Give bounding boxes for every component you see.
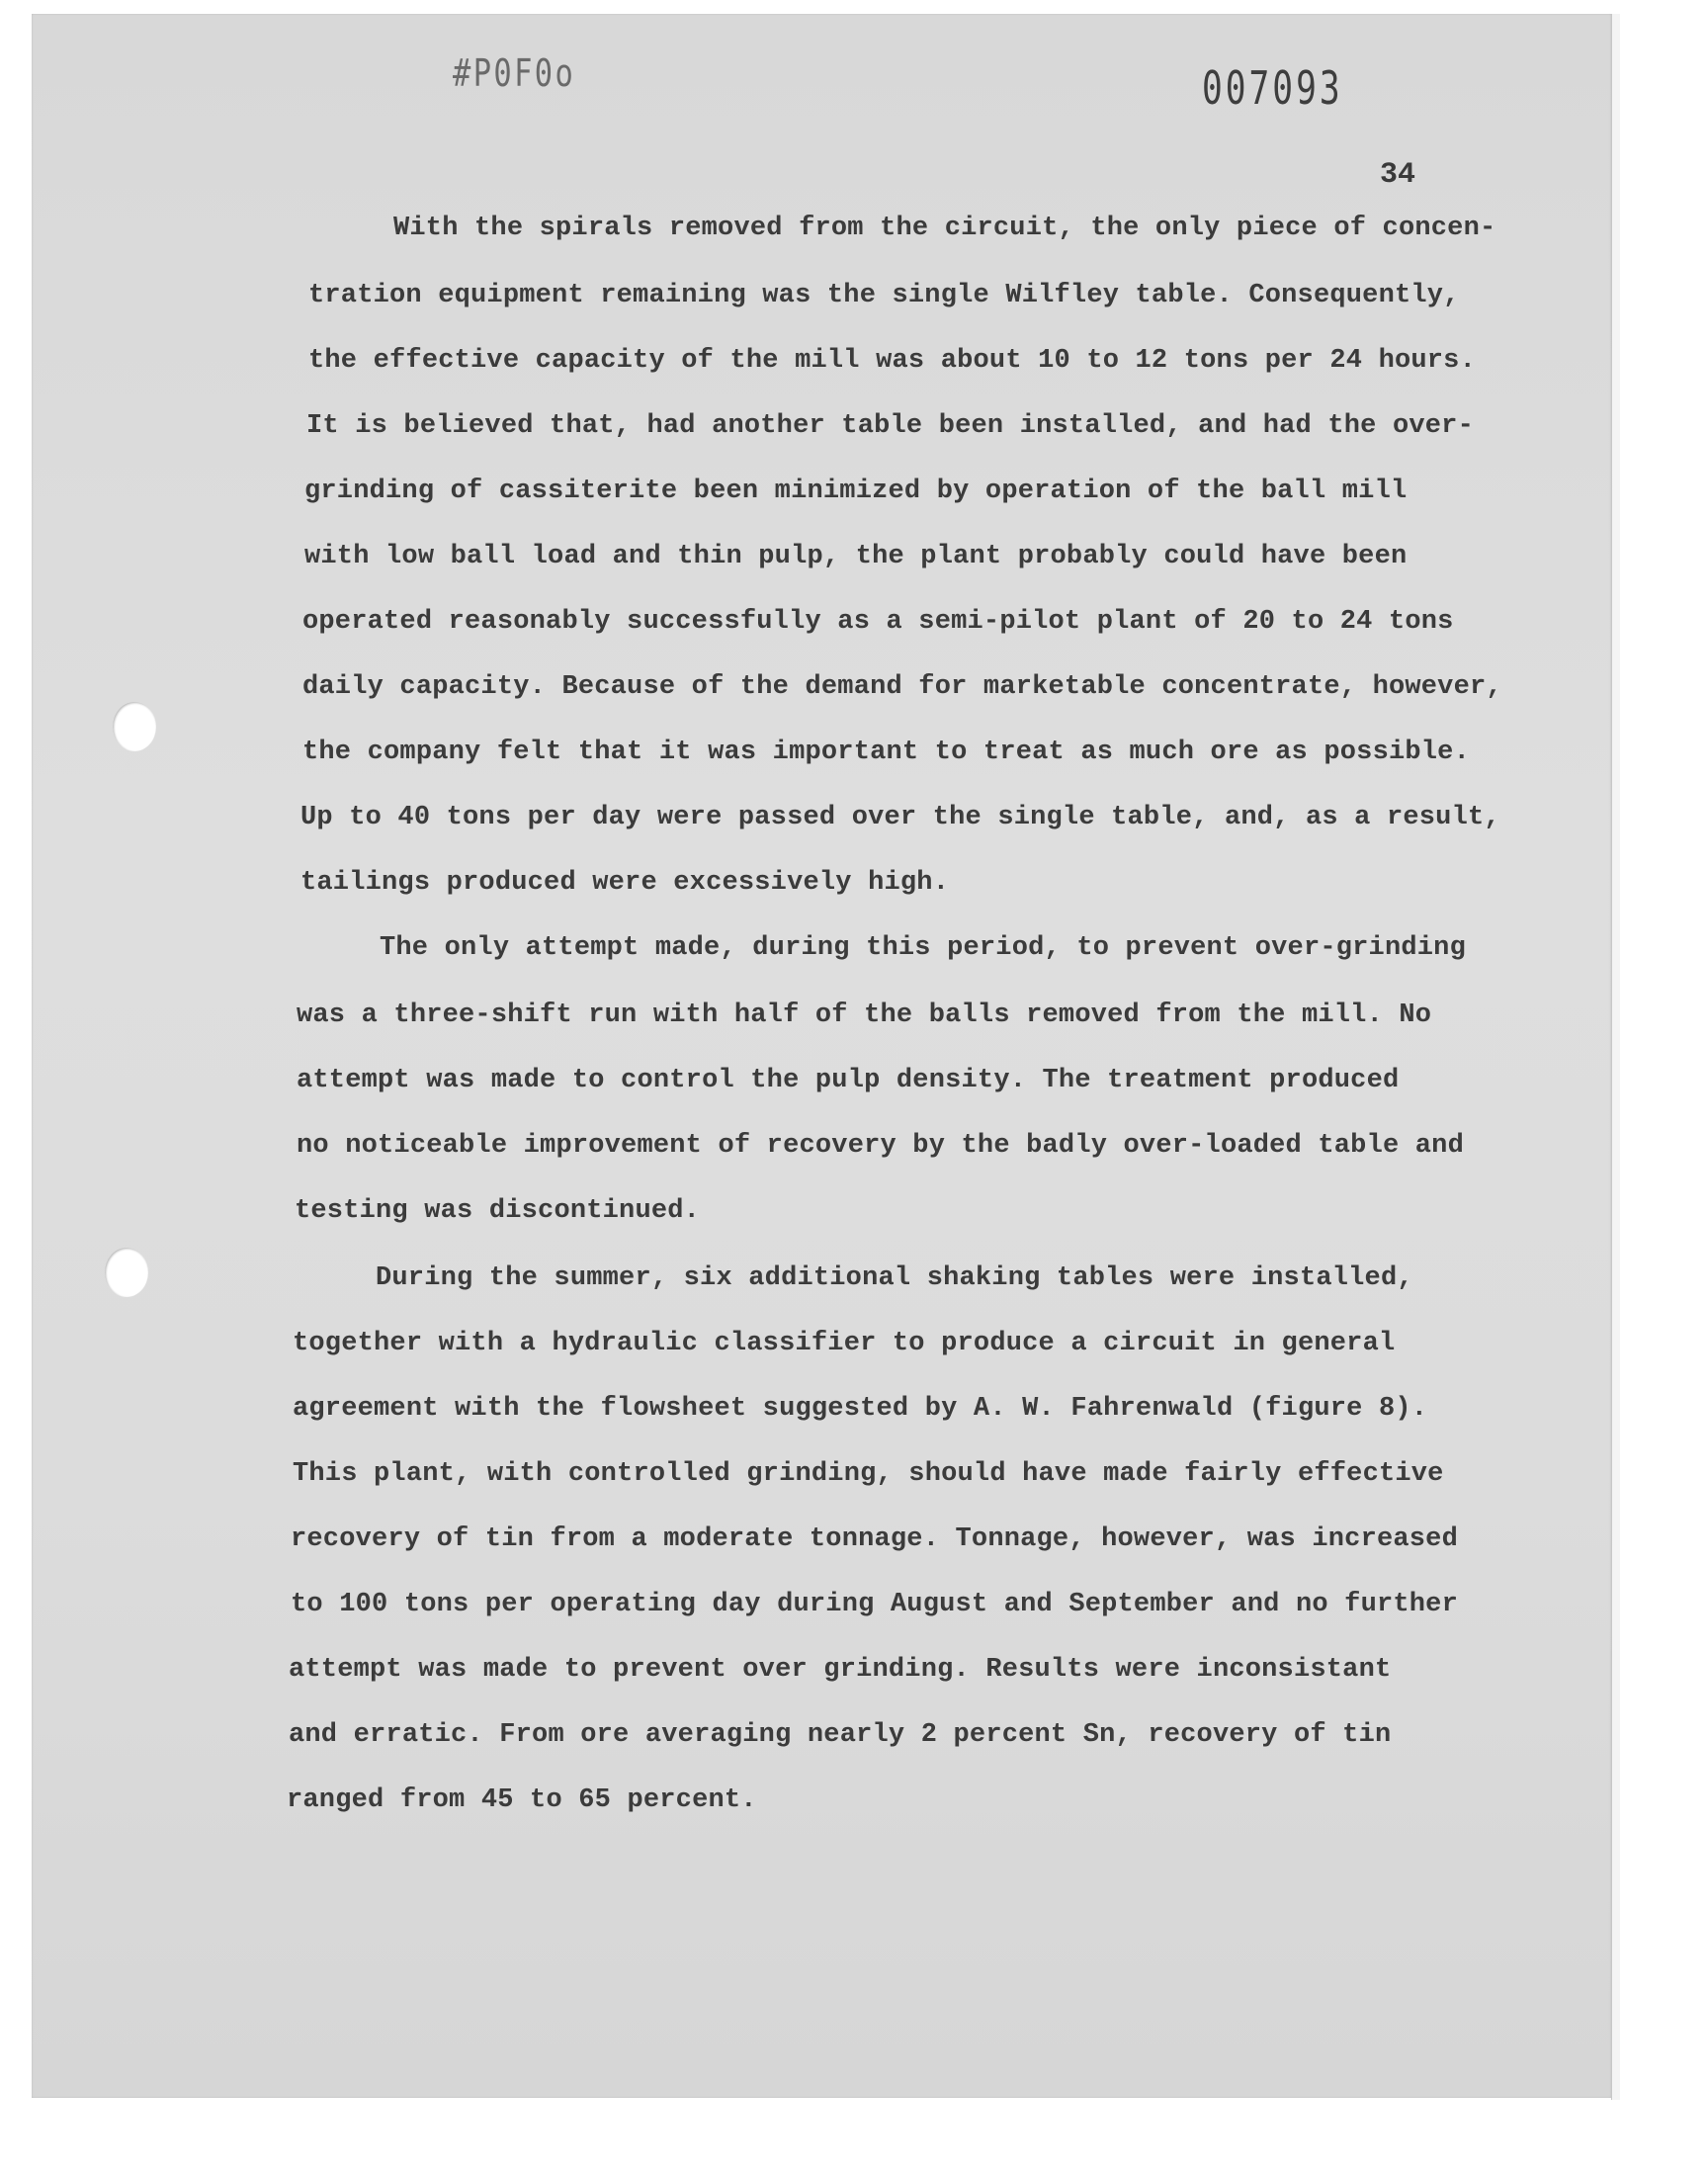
text-line: tration equipment remaining was the single Wilfley table. Consequently, [308,281,1460,310]
text-line: was a three-shift run with half of the balls removed from the mill. No [297,1000,1432,1030]
archive-stamp-left: #P0F0o [453,51,576,95]
page-edge [1611,14,1620,2100]
punch-hole [113,702,156,751]
text-line: the company felt that it was important to treat as much ore as possible. [302,738,1470,767]
text-line: This plant, with controlled grinding, should have made fairly effective [293,1459,1444,1489]
text-line: to 100 tons per operating day during August and September and no further [291,1590,1458,1619]
text-line: It is believed that, had another table been installed, and had the over- [306,411,1474,441]
text-line: together with a hydraulic classifier to produce a circuit in general [293,1329,1396,1358]
text-line: The only attempt made, during this period, to prevent over-grinding [380,933,1466,963]
text-line: recovery of tin from a moderate tonnage. Tonnage, however, was increased [291,1524,1458,1554]
text-line: testing was discontinued. [295,1196,701,1226]
text-line: grinding of cassiterite been minimized by operation of the ball mill [304,477,1408,506]
text-line: no noticeable improvement of recovery by the badly over-loaded table and [297,1131,1464,1161]
text-line: operated reasonably successfully as a semi-pilot plant of 20 to 24 tons [302,607,1454,637]
text-line: daily capacity. Because of the demand for marketable concentrate, however, [302,672,1502,702]
text-line: and erratic. From ore averaging nearly 2 percent Sn, recovery of tin [289,1720,1392,1750]
text-line: ranged from 45 to 65 percent. [287,1785,757,1815]
punch-hole [105,1248,148,1297]
text-line: with low ball load and thin pulp, the plant probably could have been [304,542,1408,571]
text-line: During the summer, six additional shaking tables were installed, [376,1263,1413,1293]
text-line: tailings produced were excessively high. [300,868,950,898]
text-line: the effective capacity of the mill was about 10 to 12 tons per 24 hours. [308,346,1476,376]
text-line: Up to 40 tons per day were passed over the single table, and, as a result, [300,803,1500,832]
text-line: attempt was made to prevent over grinding. Results were inconsistant [289,1655,1392,1685]
page-number: 34 [1380,158,1416,192]
text-line: attempt was made to control the pulp density. The treatment produced [297,1066,1400,1095]
text-line: With the spirals removed from the circuit, the only piece of concen- [393,214,1496,243]
archive-stamp-number: 007093 [1202,61,1343,115]
document-page [32,14,1611,2098]
text-line: agreement with the flowsheet suggested by A. W. Fahrenwald (figure 8). [293,1394,1428,1424]
